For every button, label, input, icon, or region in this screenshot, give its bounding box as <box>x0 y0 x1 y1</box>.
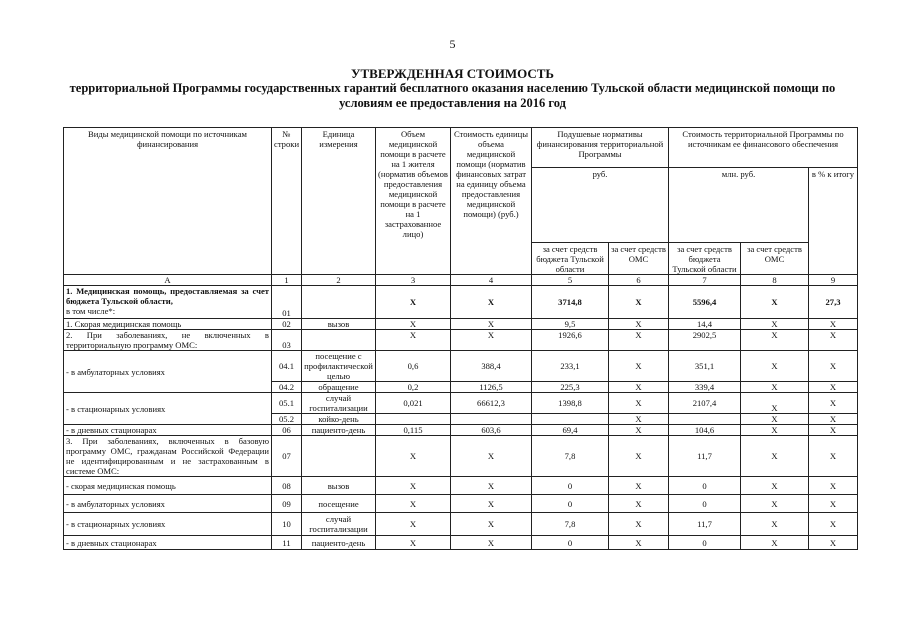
row-unit: вызов <box>302 477 376 495</box>
row-per-capita-oms: Х <box>609 436 669 477</box>
header-kind: Виды медицинской помощи по источникам финансирования <box>64 128 272 275</box>
row-cost-budget: 339,4 <box>669 382 741 393</box>
row-per-capita-oms: Х <box>609 495 669 513</box>
row-cost-oms: Х <box>741 425 809 436</box>
row-unit: пациенто-день <box>302 536 376 550</box>
row-cost-budget: 351,1 <box>669 351 741 382</box>
header-cost-budget: за счет средств бюджета Тульской области <box>669 243 741 275</box>
header-per-capita-unit: руб. <box>532 168 669 243</box>
row-percent: 27,3 <box>809 286 858 319</box>
row-cost-budget: 104,6 <box>669 425 741 436</box>
row-per-capita-oms: Х <box>609 351 669 382</box>
row-unit-cost: Х <box>451 286 532 319</box>
row-cost-budget: 0 <box>669 477 741 495</box>
row-percent: Х <box>809 319 858 330</box>
row-name: 3. При заболеваниях, включенных в базовую программу ОМС, гражданам Российской Федерации не идентифицированным и не застрахованным в системе ОМС: <box>64 436 272 477</box>
header-program-cost: Стоимость территориальной Программы по источникам ее финансового обеспечения <box>669 128 858 168</box>
colnum: 5 <box>532 275 609 286</box>
row-number: 05.1 <box>272 393 302 414</box>
header-per-capita-oms: за счет средств ОМС <box>609 243 669 275</box>
colnum: 4 <box>451 275 532 286</box>
row-cost-oms: Х <box>741 414 809 425</box>
table-row <box>64 477 858 495</box>
row-unit: койко-день <box>302 414 376 425</box>
row-cost-budget <box>669 414 741 425</box>
header-per-capita: Подушевые нормативы финансирования территориальной Программы <box>532 128 669 168</box>
row-cost-oms: Х <box>741 536 809 550</box>
row-number: 03 <box>272 330 302 351</box>
row-number: 11 <box>272 536 302 550</box>
row-volume: Х <box>376 436 451 477</box>
row-number: 07 <box>272 436 302 477</box>
header-row-number: № строки <box>272 128 302 275</box>
row-cost-oms: Х <box>741 351 809 382</box>
row-name: 1. Скорая медицинская помощь <box>64 319 272 330</box>
row-cost-budget: 11,7 <box>669 436 741 477</box>
row-per-capita-budget: 0 <box>532 495 609 513</box>
row-unit-cost: Х <box>451 319 532 330</box>
row-cost-oms: Х <box>741 382 809 393</box>
row-per-capita-oms: Х <box>609 286 669 319</box>
row-cost-oms: Х <box>741 495 809 513</box>
row-cost-oms: Х <box>741 436 809 477</box>
title-line-2: условиям ее предоставления на 2016 год <box>339 96 566 110</box>
row-name: - в амбулаторных условиях <box>64 495 272 513</box>
row-cost-oms: Х <box>741 286 809 319</box>
table-row <box>64 330 858 351</box>
row-unit-cost: 66612,3 <box>451 393 532 414</box>
row-volume: 0,2 <box>376 382 451 393</box>
row-cost-oms: Х <box>741 393 809 414</box>
table-row <box>64 436 858 477</box>
row-cost-budget: 0 <box>669 536 741 550</box>
row-name: - скорая медицинская помощь <box>64 477 272 495</box>
row-cost-budget: 2107,4 <box>669 393 741 414</box>
colnum: 3 <box>376 275 451 286</box>
row-cost-budget: 5596,4 <box>669 286 741 319</box>
row-percent: Х <box>809 513 858 536</box>
row-unit-cost: Х <box>451 495 532 513</box>
header-row-1 <box>64 128 858 168</box>
row-per-capita-budget: 233,1 <box>532 351 609 382</box>
colnum: 8 <box>741 275 809 286</box>
row-per-capita-budget: 1398,8 <box>532 393 609 414</box>
row-name: - в дневных стационарах <box>64 425 272 436</box>
row-unit <box>302 286 376 319</box>
row-volume: 0,6 <box>376 351 451 382</box>
row-volume: 0,021 <box>376 393 451 414</box>
table-row <box>64 513 858 536</box>
row-cost-oms: Х <box>741 513 809 536</box>
table-row <box>64 319 858 330</box>
row-volume: Х <box>376 495 451 513</box>
row-volume: Х <box>376 286 451 319</box>
row-per-capita-budget: 7,8 <box>532 436 609 477</box>
row-unit <box>302 330 376 351</box>
colnum: А <box>64 275 272 286</box>
row-unit-cost: Х <box>451 513 532 536</box>
row-percent: Х <box>809 425 858 436</box>
row-per-capita-budget <box>532 414 609 425</box>
row-per-capita-oms: Х <box>609 382 669 393</box>
row-volume: Х <box>376 319 451 330</box>
row-cost-oms: Х <box>741 319 809 330</box>
row-name: - в дневных стационарах <box>64 536 272 550</box>
row-percent: Х <box>809 351 858 382</box>
row-number: 01 <box>272 286 302 319</box>
row-name: 2. При заболеваниях, не включенных в территориальную программу ОМС: <box>64 330 272 351</box>
header-unit-cost: Стоимость единицы объема медицинской помощи (норматив финансовых затрат на единицу объема предоставления медицинской помощи) (руб.) <box>451 128 532 275</box>
row-unit: случай госпитализации <box>302 393 376 414</box>
row-per-capita-budget: 0 <box>532 536 609 550</box>
row-unit: случай госпитализации <box>302 513 376 536</box>
row-unit: обращение <box>302 382 376 393</box>
row-number: 06 <box>272 425 302 436</box>
row-volume: 0,115 <box>376 425 451 436</box>
colnum: 6 <box>609 275 669 286</box>
row-per-capita-oms: Х <box>609 513 669 536</box>
row-percent: Х <box>809 495 858 513</box>
cost-table <box>63 127 858 550</box>
row-per-capita-oms: Х <box>609 536 669 550</box>
row-percent: Х <box>809 414 858 425</box>
row-unit <box>302 436 376 477</box>
row-cost-budget: 11,7 <box>669 513 741 536</box>
header-volume: Объем медицинской помощи в расчете на 1 жителя (норматив объемов предоставления медицинской помощи в расчете на 1 застрахованное лицо) <box>376 128 451 275</box>
row-percent: Х <box>809 330 858 351</box>
row-unit-cost: Х <box>451 436 532 477</box>
row-percent: Х <box>809 536 858 550</box>
header-cost-oms: за счет средств ОМС <box>741 243 809 275</box>
row-unit-cost: Х <box>451 536 532 550</box>
row-number: 05.2 <box>272 414 302 425</box>
row-per-capita-oms: Х <box>609 330 669 351</box>
row-number: 09 <box>272 495 302 513</box>
row-unit-cost: 603,6 <box>451 425 532 436</box>
row-number: 10 <box>272 513 302 536</box>
row-unit-cost: Х <box>451 330 532 351</box>
row-per-capita-budget: 225,3 <box>532 382 609 393</box>
row-number: 02 <box>272 319 302 330</box>
title-line-1: территориальной Программы государственных гарантий бесплатного оказания населению Тульской области медицинской помощи по <box>69 81 836 95</box>
row-cost-oms: Х <box>741 477 809 495</box>
row-cost-budget: 14,4 <box>669 319 741 330</box>
header-unit: Единица измерения <box>302 128 376 275</box>
row-per-capita-budget: 3714,8 <box>532 286 609 319</box>
row-unit-cost: Х <box>451 477 532 495</box>
row-per-capita-budget: 69,4 <box>532 425 609 436</box>
row-unit-cost <box>451 414 532 425</box>
table-row <box>64 495 858 513</box>
row-unit: вызов <box>302 319 376 330</box>
title-main: УТВЕРЖДЕННАЯ СТОИМОСТЬ <box>350 66 555 81</box>
table-row <box>64 286 858 319</box>
row-percent: Х <box>809 382 858 393</box>
row-volume <box>376 414 451 425</box>
column-number-row <box>64 275 858 286</box>
row-number: 08 <box>272 477 302 495</box>
row-unit-cost: 1126,5 <box>451 382 532 393</box>
table-row <box>64 351 858 382</box>
table-row <box>64 536 858 550</box>
row-unit: пациенто-день <box>302 425 376 436</box>
colnum: 1 <box>272 275 302 286</box>
document-title <box>0 66 905 111</box>
row-name: 1. Медицинская помощь, предоставляемая за счет бюджета Тульской области, в том числе*: <box>64 286 272 319</box>
header-per-capita-budget: за счет средств бюджета Тульской области <box>532 243 609 275</box>
row-per-capita-budget: 1926,6 <box>532 330 609 351</box>
row-per-capita-oms: Х <box>609 425 669 436</box>
row-volume: Х <box>376 536 451 550</box>
header-program-cost-unit: млн. руб. <box>669 168 809 243</box>
colnum: 9 <box>809 275 858 286</box>
row-per-capita-oms: Х <box>609 414 669 425</box>
row-per-capita-oms: Х <box>609 393 669 414</box>
row-unit: посещение с профилактической целью <box>302 351 376 382</box>
row-per-capita-budget: 0 <box>532 477 609 495</box>
colnum: 7 <box>669 275 741 286</box>
row-name: - в стационарных условиях <box>64 393 272 425</box>
row-cost-budget: 2902,5 <box>669 330 741 351</box>
header-percent: в % к итогу <box>809 168 858 275</box>
table-row <box>64 393 858 414</box>
row-cost-oms: Х <box>741 330 809 351</box>
row-cost-budget: 0 <box>669 495 741 513</box>
table-row <box>64 425 858 436</box>
row-per-capita-oms: Х <box>609 319 669 330</box>
row-name: - в стационарных условиях <box>64 513 272 536</box>
row-volume: Х <box>376 513 451 536</box>
row-percent: Х <box>809 477 858 495</box>
row-unit-cost: 388,4 <box>451 351 532 382</box>
row-volume: Х <box>376 477 451 495</box>
row-percent: Х <box>809 436 858 477</box>
row-volume: Х <box>376 330 451 351</box>
row-unit: посещение <box>302 495 376 513</box>
row-per-capita-budget: 9,5 <box>532 319 609 330</box>
row-per-capita-oms: Х <box>609 477 669 495</box>
row-name: - в амбулаторных условиях <box>64 351 272 393</box>
row-percent: Х <box>809 393 858 414</box>
row-number: 04.2 <box>272 382 302 393</box>
row-per-capita-budget: 7,8 <box>532 513 609 536</box>
row-number: 04.1 <box>272 351 302 382</box>
colnum: 2 <box>302 275 376 286</box>
page-number: 5 <box>449 37 456 51</box>
